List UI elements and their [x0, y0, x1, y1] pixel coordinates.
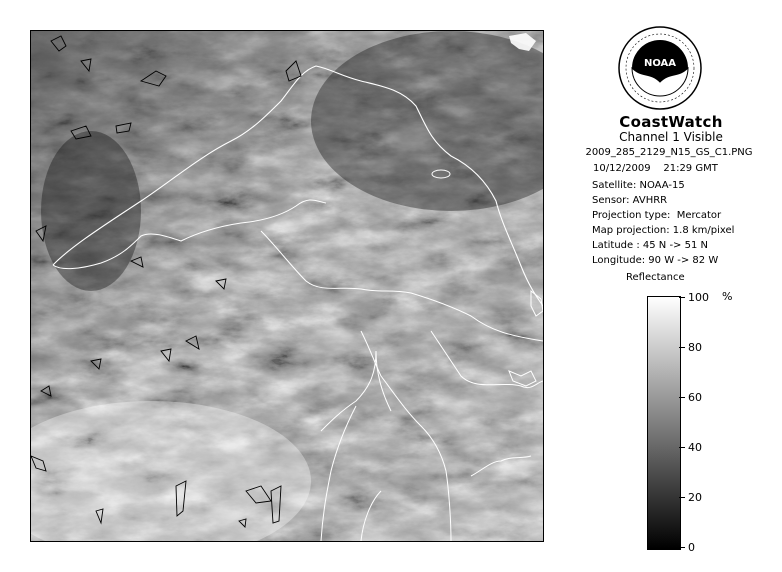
colorbar-unit: % [722, 290, 733, 303]
colorbar-tick-label: 40 [688, 441, 702, 454]
satellite-image [30, 30, 544, 542]
colorbar-tick-label: 0 [688, 541, 695, 554]
colorbar-tick-label: 60 [688, 391, 702, 404]
map-projection-label: Map projection: 1.8 km/pixel [592, 225, 735, 236]
colorbar [647, 296, 681, 550]
noaa-logo [618, 26, 702, 110]
satellite-label: Satellite: NOAA-15 [592, 180, 685, 191]
colorbar-tick-label: 20 [688, 491, 702, 504]
filename-label: 2009_285_2129_N15_GS_C1.PNG [585, 147, 753, 158]
channel-label: Channel 1 Visible [619, 130, 723, 144]
noaa-logo-text: NOAA [643, 58, 677, 69]
colorbar-title: Reflectance [626, 272, 685, 283]
colorbar-tick [679, 547, 685, 548]
colorbar-tick [679, 397, 685, 398]
satellite-image-svg [31, 31, 543, 541]
colorbar-tick [679, 497, 685, 498]
app-title: CoastWatch [619, 113, 723, 131]
colorbar-tick-label: 80 [688, 341, 702, 354]
colorbar-tick [679, 347, 685, 348]
latitude-label: Latitude : 45 N -> 51 N [592, 240, 708, 251]
colorbar-tick [679, 447, 685, 448]
date-time-label: 10/12/2009 21:29 GMT [593, 163, 718, 174]
projection-type-label: Projection type: Mercator [592, 210, 722, 221]
longitude-label: Longitude: 90 W -> 82 W [592, 255, 719, 266]
colorbar-tick [679, 297, 685, 298]
colorbar-tick-label: 100 [688, 291, 709, 304]
sensor-label: Sensor: AVHRR [592, 195, 668, 206]
